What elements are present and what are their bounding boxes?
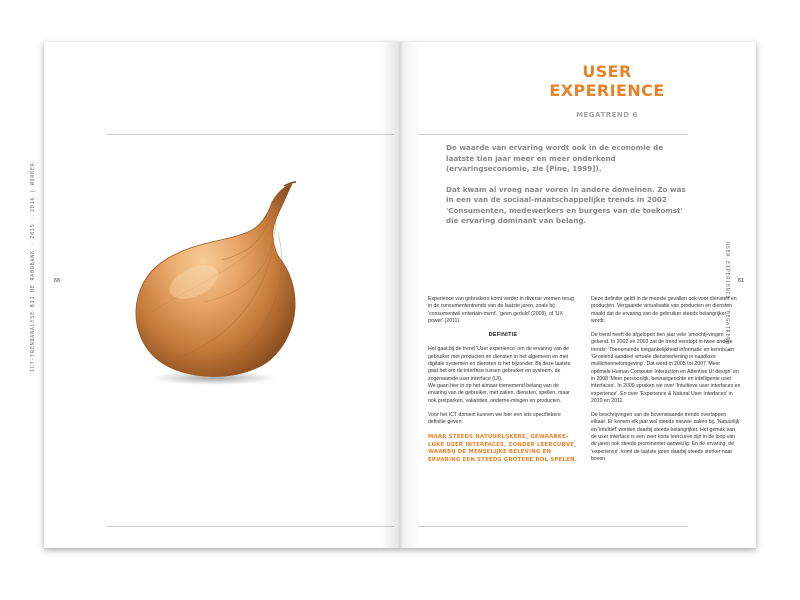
intro-paragraph-1: De waarde van ervaring wordt ook in de economie de laatste tien jaar meer en meer onderkend (ervaringseconomie, zie [Pine, 1999]).: [446, 143, 664, 173]
footer-rule-right: [418, 526, 688, 527]
section-heading-definitie: DEFINITIE: [488, 332, 518, 339]
right-page-number: 61: [738, 278, 745, 284]
col2-paragraph-2: De trend heeft de afgelopen tien jaar vele 'smochtj-vingen gekend. In 2002 en 2003 zat de trend verstopt in twee andere trends: 'Toenemende toegankelijkheid informatie en kennis' en 'Groeiend aandeel virtuele dienstverlening in naadloze multichannelomgeving'. Dat werd in 2005 tot 2007 'Meer optimale Human Computer Interaction en Attentive UI design' en in 2008 'Meer persoonlijk, bewustgerichte en intelligente user interfaces'. In 2009 spraken we over 'Intuïtieve user interfaces en experience'. En over 'Experience & Natural User Interfaces' in 2010 en 2011.: [591, 332, 741, 404]
header-rule-right: [418, 134, 688, 135]
footer-rule: [106, 526, 394, 527]
body-column-1: [428, 296, 578, 471]
intro-paragraph-2: Dat kwam al vroeg naar voren in andere domeinen. Zo was in een van de sociaal-maatschappelijke trends in 2002 'Consumenten, medewerkers en burgers van de toekomst' die ervaring dominant van belang.: [446, 184, 686, 225]
header-rule: [106, 134, 394, 135]
col2-paragraph-1: Deze definitie geldt in de meeste gevallen ook voor diensten en producten. Vergaande virtualisatie van producten en diensten maakt dat de ervaring van de gebruiker steeds belangrijker wordt.: [591, 296, 737, 324]
col1-paragraph-1: Experience van gebruikers komt verder in diverse vormen terug in de consumententrends van de laatste jaren, zoals bij 'consumentwil entertain-ment', 'geen geduld' (2009), of 'UX power' (2011).: [428, 296, 574, 324]
col1-paragraph-3: We gaan hier in op het almaar toenemend belang van de ervaring van de gebruiker, met zaken, diensten, spellen, maar ook pretparken, vakanties, onderne-mingen en producten.: [428, 382, 570, 404]
intro-text: [446, 143, 686, 237]
col1-paragraph-2: Het gaat bij de trend 'User experience' om de ervaring van de gebruiker met producten en diensten in het algemeen en met digitale systemen en diensten is het bijzonder. Bij deze laatste gaat het om de interface tussen gebruiker en systeem, de zogenaamde user interface (UI).: [428, 346, 571, 382]
pull-quote: MAAR STEEDS NATUURLIJKERE, GEWAARKE-LUKE USER INTERFACES, ZONDER LEERCURVE, WAARBIJ DE MENSELIJKE BELEVING EN ERVARING EEN STEEDS GROTERE ROL SPELEN.: [428, 434, 577, 463]
megatrend-subtitle: MEGATREND 6: [576, 111, 638, 119]
page-title: [522, 62, 692, 100]
title-line-2: EXPERIENCE: [549, 81, 665, 100]
right-running-head: USER EXPERIENCE · MEGATREND 6: [724, 242, 730, 353]
title-line-1: USER: [582, 62, 632, 81]
col1-paragraph-4: Voor het ICT domein kunnen we hier een iets specifiekere definitie geven:: [428, 411, 561, 426]
col2-paragraph-3: De beschrijvingen van de bovenstaande trends overlappen elkaar. Er komen elk jaar wel steeds nieuwe zaken bij. 'Natuurlijk' en 'intuïtief' worden daarbij steeds belangrijker. Het gemak van de user interface is een zeer korte leercurve zijn in de loop van de jaren ook steeds prominenter aanwezig. En de ervaring, de 'experience', komt de laatste jaren daarbij steeds sterker naar boven.: [591, 412, 741, 462]
body-column-2: [591, 296, 741, 470]
magazine-spread: [30, 42, 756, 548]
left-page-number: 60: [54, 278, 61, 284]
onion-photo: [102, 172, 332, 402]
left-running-head: ICT-TRENDANALYSE BIJ DE RABOBANK · 2015 · 2016 | WORKER: [30, 162, 36, 372]
